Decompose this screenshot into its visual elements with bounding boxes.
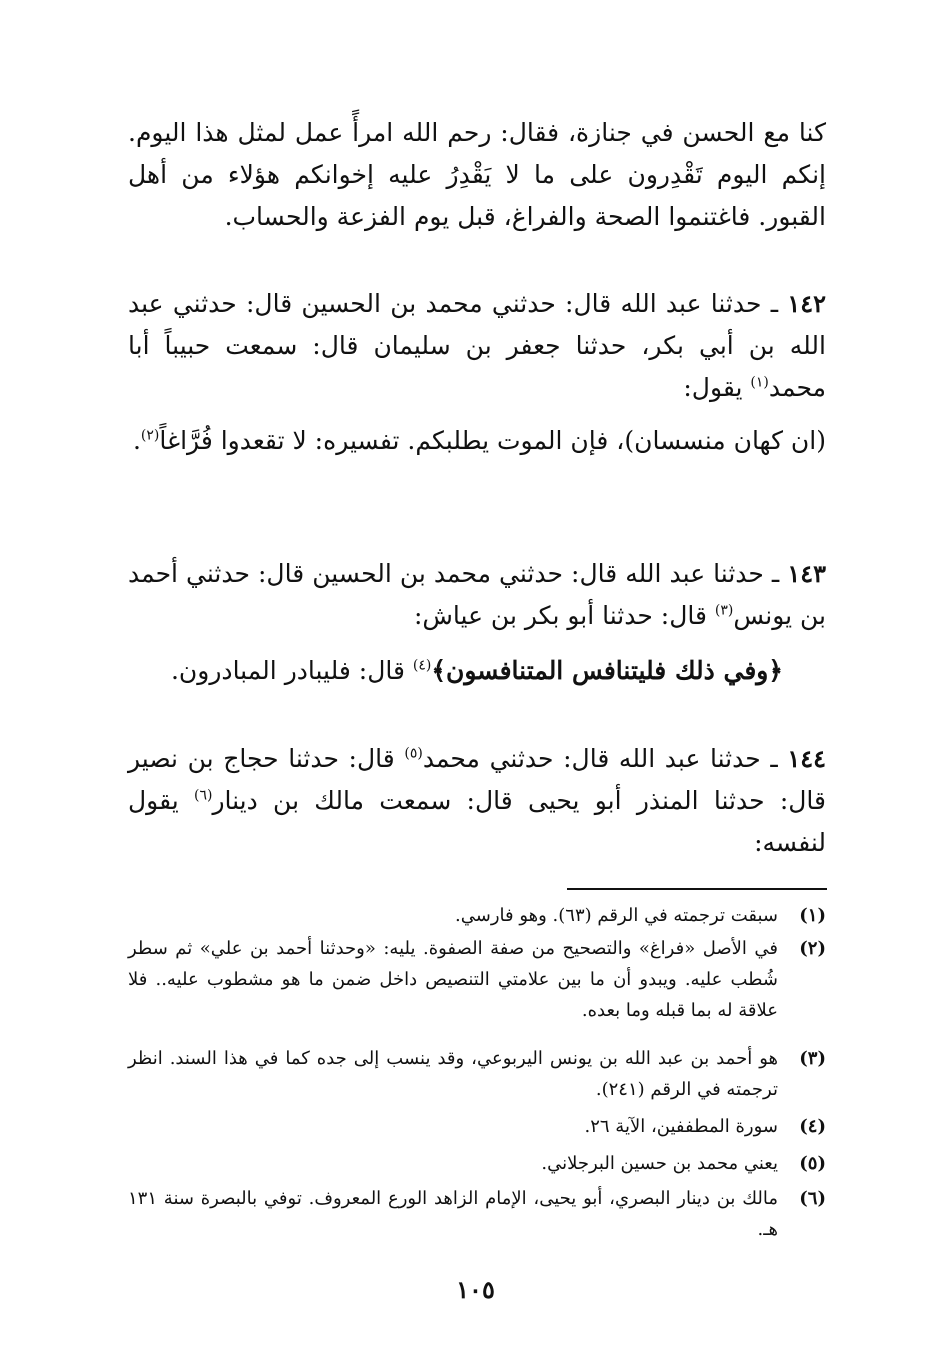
- footnote-ref: (٢): [140, 427, 160, 444]
- footnote-text: هو أحمد بن عبد الله بن يونس اليربوعي، وقد ينسب إلى جده كما في هذا السند. انظر ترجمته في الرقم (٢٤١).: [128, 1048, 778, 1100]
- footnote: [128, 900, 826, 931]
- footnote: [128, 1043, 826, 1105]
- footnote-number: (١): [799, 905, 826, 926]
- footnote-ref: (٥): [404, 745, 423, 762]
- footnote-number: (٣): [799, 1048, 826, 1069]
- quran-verse: ﴿وفي ذلك فليتنافس المتنافسون﴾: [431, 656, 783, 685]
- narration-number: ١٤٤: [787, 744, 826, 773]
- footnote-ref: (١): [750, 374, 769, 391]
- footnote-number: (٦): [799, 1188, 826, 1209]
- narration-text: يقول لنفسه:: [128, 786, 826, 857]
- saying-text: (ان كهان منسسان)، فإن الموت يطلبكم. تفسيره: لا تقعدوا فُرَّاغاً: [159, 426, 826, 455]
- narration-text: قال: حدثنا أبو بكر بن عياش:: [413, 601, 715, 630]
- footnote-divider: [567, 888, 827, 890]
- narration-text: ـ حدثنا عبد الله قال: حدثني محمد بن الحسين قال: حدثني أحمد بن يونس: [128, 559, 826, 630]
- saying-text: قال: فليبادر المبادرون.: [170, 656, 413, 685]
- footnote-ref: (٤): [412, 657, 432, 674]
- narration-142-saying: [128, 420, 826, 462]
- footnote-text: في الأصل «فراغ» والتصحيح من صفة الصفوة. يليه: «وحدثنا أحمد بن علي» ثم سطر شُطب عليه. ويبدو أن ما بين علامتي التنصيص داخل ضمن ما هو مشطوب عليه.. فلا علاقة له بما قبله وما بعده.: [128, 938, 778, 1021]
- footnote: [128, 1111, 826, 1142]
- saying-text: .: [132, 426, 141, 455]
- footnote-number: (٥): [799, 1153, 826, 1174]
- footnote: [128, 1148, 826, 1179]
- footnote-text: سورة المطففين، الآية ٢٦.: [584, 1116, 778, 1137]
- footnote-ref: (٦): [193, 787, 213, 804]
- narration-text: ـ حدثنا عبد الله قال: حدثني محمد: [422, 744, 778, 773]
- narration-142: [128, 283, 826, 409]
- footnote: [128, 1183, 826, 1245]
- footnote-text: يعني محمد بن حسين البرجلاني.: [541, 1153, 778, 1174]
- narration-number: ١٤٣: [787, 559, 826, 588]
- narration-text: يقول:: [683, 373, 751, 402]
- page-number: ١٠٥: [456, 1275, 495, 1304]
- paragraph-intro: كنا مع الحسن في جنازة، فقال: رحم الله امرأً عمل لمثل هذا اليوم. إنكم اليوم تَقْدِرون على ما لا يَقْدِرُ عليه إخوانكم هؤلاء من أهل القبور. فاغتنموا الصحة والفراغ، قبل يوم الفزعة والحساب.: [128, 118, 826, 231]
- footnote-text: مالك بن دينار البصري، أبو يحيى، الإمام الزاهد الورع المعروف. توفي بالبصرة سنة ١٣١ هـ.: [128, 1188, 778, 1240]
- quran-verse-line: [128, 650, 826, 692]
- footnote-ref: (٣): [714, 602, 734, 619]
- narration-text: ـ حدثنا عبد الله قال: حدثني محمد بن الحسين قال: حدثني عبد الله بن أبي بكر، حدثنا جعفر بن سليمان قال: سمعت حبيباً أبا محمد: [128, 289, 826, 402]
- narration-number: ١٤٢: [787, 289, 826, 318]
- footnote: [128, 933, 826, 1026]
- footnote-number: (٤): [799, 1116, 826, 1137]
- narration-text: قال: حدثنا حجاج بن نصير قال: حدثنا المنذر أبو يحيى قال: سمعت مالك بن دينار: [128, 744, 826, 815]
- footnote-text: سبقت ترجمته في الرقم (٦٣). وهو فارسي.: [455, 905, 778, 926]
- narration-143: [128, 553, 826, 637]
- narration-144: [128, 738, 826, 864]
- footnote-number: (٢): [799, 938, 826, 959]
